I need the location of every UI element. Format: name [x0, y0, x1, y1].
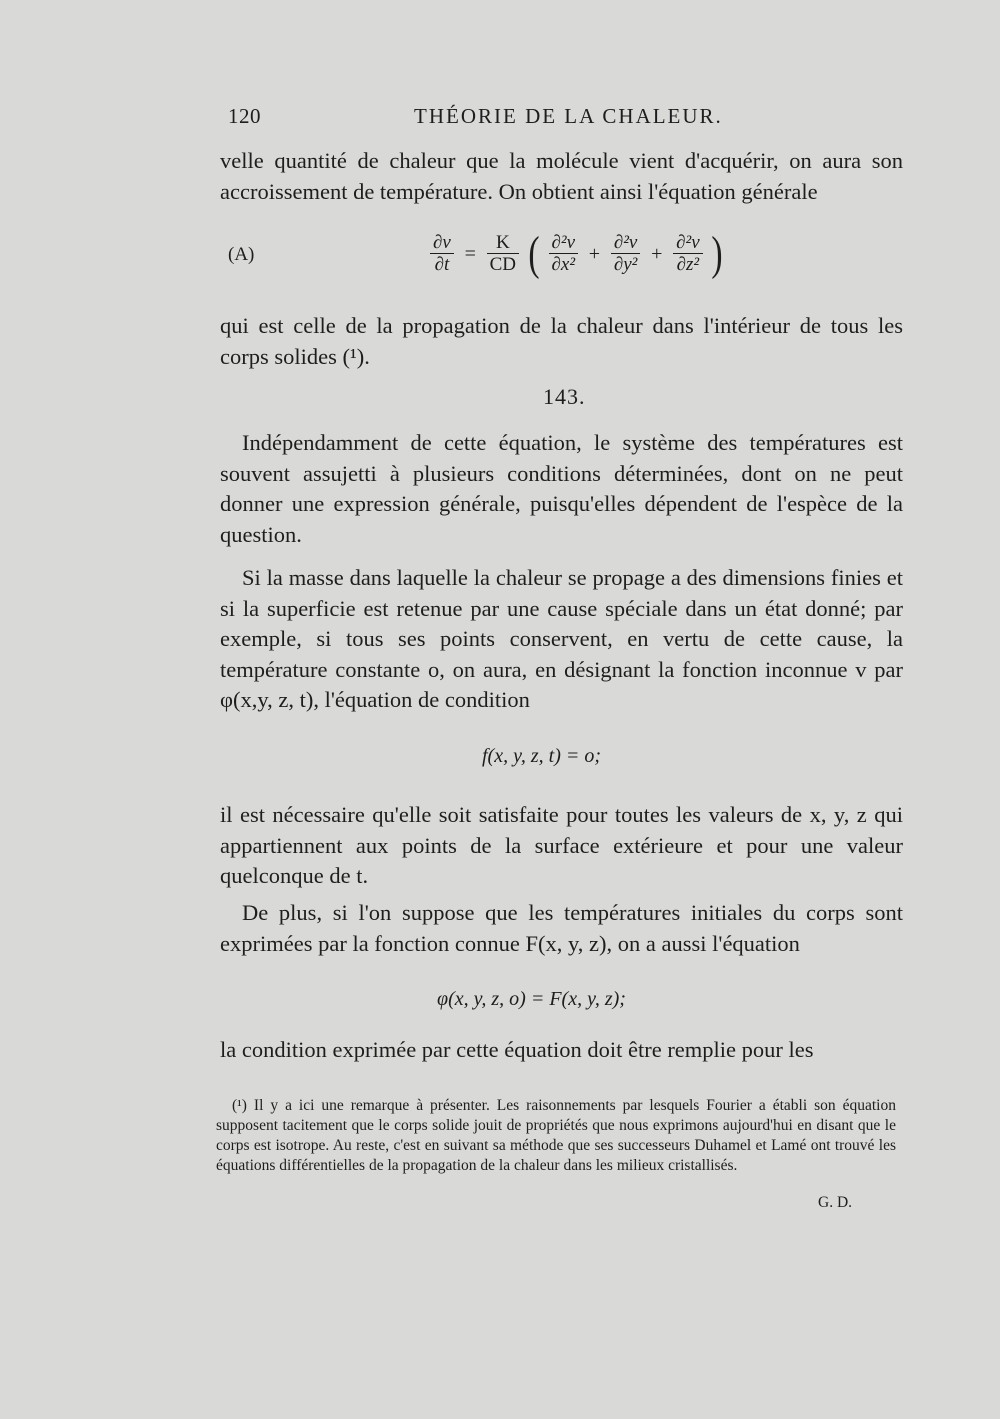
lhs-fraction: $\frac{\partial v}{\partial t}$ — [430, 233, 454, 276]
plus-sign: + — [588, 242, 601, 265]
right-paren: ) — [711, 227, 723, 280]
paragraph-6: De plus, si l'on suppose que les températures initiales du corps sont exprimées par la fonction connue F(x, y, z), on a aussi l'équation — [220, 900, 903, 956]
paragraph-1: velle quantité de chaleur que la molécule vient d'acquérir, on aura son accroissement de température. On obtient ainsi l'équation générale — [220, 148, 903, 204]
equation-a-label: (A) — [228, 244, 255, 265]
plus-sign: + — [651, 242, 663, 265]
page-number: 120 — [228, 104, 261, 128]
paragraph-7: la condition exprimée par cette équation doit être remplie pour les — [220, 1037, 814, 1062]
footnote: (¹) Il y a ici une remarque à présenter. Les raisonnements par lesquels Fourier a établi son équation supposent tacitement que le corps solide jouit de propriétés que nous exprimons aujourd'hui en disant que le corps est isotrope. Au reste, c'est en suivant sa méthode que ses successeurs Duhamel et Lamé ont trouvé les équations différentielles de la propagation de la chaleur dans les milieux cristallisés. — [216, 1097, 896, 1174]
term-x: $\frac{\text{∂²v}}{\text{∂x²}}$ — [549, 233, 579, 276]
paragraph-5: il est nécessaire qu'elle soit satisfaite pour toutes les valeurs de x, y, z qui appartiennent aux points de la surface extérieure et pour une valeur quelconque de t. — [220, 802, 903, 888]
term-y: $\frac{\text{∂²v}}{\text{∂y²}}$ — [611, 233, 641, 276]
equation-a — [428, 227, 725, 290]
running-title: THÉORIE DE LA CHALEUR. — [414, 104, 723, 128]
equals-sign: = — [464, 242, 476, 265]
term-z: $\frac{\text{∂²v}}{\text{∂z²}}$ — [673, 233, 703, 276]
equation-phi: φ(x, y, z, o) = F(x, y, z); — [437, 988, 626, 1010]
equation-f: f(x, y, z, t) = o; — [482, 745, 602, 767]
page-header — [228, 104, 908, 134]
section-number: 143. — [543, 384, 586, 409]
paragraph-4: Si la masse dans laquelle la chaleur se propage a des dimensions finies et si la superficie est retenue par une cause spéciale dans un état donné; par exemple, si tous ses points conservent, en vertu de cette cause, la température constante o, on aura, en désignant la fonction inconnue v par φ(x,y, z, t), l'équation de condition — [220, 565, 903, 712]
left-paren: ( — [528, 227, 540, 280]
paragraph-2: qui est celle de la propagation de la chaleur dans l'intérieur de tous les corps solides (¹). — [220, 313, 903, 369]
signature: G. D. — [818, 1194, 853, 1211]
paragraph-3: Indépendamment de cette équation, le système des températures est souvent assujetti à plusieurs conditions déterminées, dont on ne peut donner une expression générale, puisqu'elles dépendent de l'espèce de la question. — [220, 430, 903, 547]
coefficient-fraction: $\frac{K}{CD}$ — [487, 233, 519, 276]
